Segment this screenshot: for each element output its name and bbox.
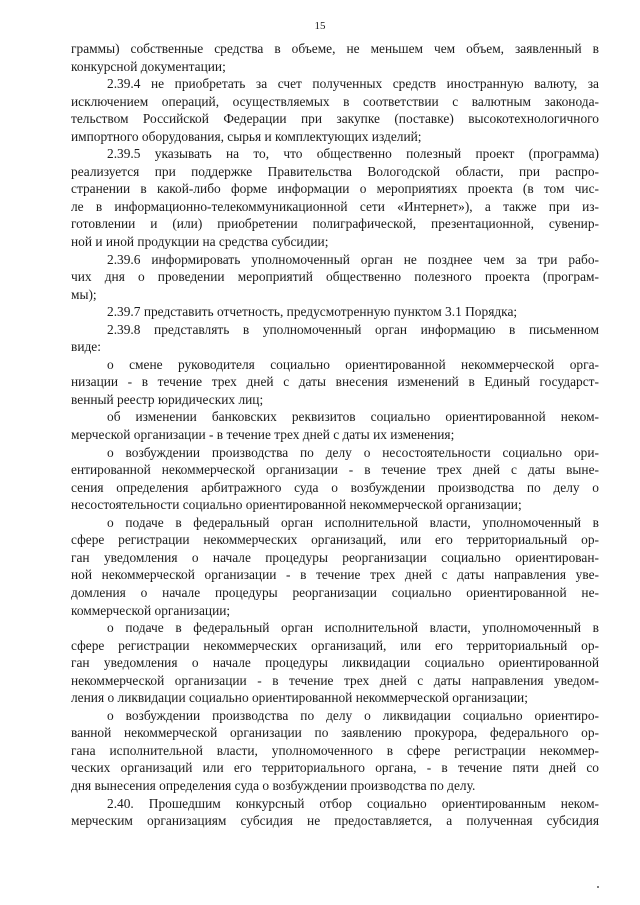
text-line: несостоятельности социально ориентированной некоммерческой организации; — [71, 497, 522, 513]
text-line: ческих организаций или его территориального органа, - в течение пяти дней со — [71, 760, 599, 776]
text-line: о смене руководителя социально ориентированной некоммерческой орга- — [107, 356, 599, 372]
text-line: о возбуждении производства по делу о несостоятельности социально ори- — [107, 444, 599, 460]
scan-speck — [597, 886, 599, 888]
text-line: 2.39.4 не приобретать за счет полученных средств иностранную валюту, за — [107, 76, 599, 92]
text-line: ентированной некоммерческой организации - в течение трех дней с даты выне- — [71, 462, 599, 478]
text-line: ванной некоммерческой организации по заявлению прокурора, федерального ор- — [71, 725, 599, 741]
text-line: о подаче в федеральный орган исполнительной власти, уполномоченный в — [107, 620, 599, 636]
text-line: о возбуждении производства по делу о ликвидации социально ориентиро- — [107, 707, 599, 723]
text-line: мерческим организациям субсидия не предоставляется, а полученная субсидия — [71, 813, 599, 829]
text-line: мы); — [71, 286, 97, 302]
text-line: конкурсной документации; — [71, 58, 226, 74]
text-line: ной некоммерческой организации - в течение трех дней с даты направления уве- — [71, 567, 599, 583]
text-line: дня вынесения определения суда о возбуждении производства по делу. — [71, 777, 476, 793]
text-line: тельством Российской Федерации при закупке (поставке) высокотехнологичного — [71, 111, 599, 127]
text-line: ган уведомления о начале процедуры ликвидации социально ориентированной — [71, 655, 599, 671]
text-line: граммы) собственные средства в объеме, не меньшем чем объем, заявленный в — [71, 41, 599, 56]
text-line: сфере регистрации некоммерческих организаций, или его территориальный ор- — [71, 532, 599, 548]
text-line: 2.39.6 информировать уполномоченный орган не позднее чем за три рабо- — [107, 251, 599, 267]
text-line: виде: — [71, 339, 101, 355]
text-line: странении в какой-либо форме информации о мероприятиях проекта (в том чис- — [71, 181, 599, 197]
text-line: исключением операций, осуществляемых в соответствии с валютным законода- — [71, 93, 599, 109]
text-line: низации - в течение трех дней с даты внесения изменений в Единый государст- — [71, 374, 599, 390]
text-line: о подаче в федеральный орган исполнительной власти, уполномоченный в — [107, 514, 599, 530]
text-line: домления о начале процедуры реорганизации социально ориентированной не- — [71, 584, 599, 600]
text-line: 2.40. Прошедшим конкурсный отбор социально ориентированным неком- — [107, 795, 599, 811]
text-line: сфере регистрации некоммерческих организаций, или его территориальный ор- — [71, 637, 599, 653]
text-line: ган уведомления о начале процедуры реорганизации социально ориентирован- — [71, 549, 599, 565]
page-number: 15 — [314, 20, 326, 32]
text-line: 2.39.5 указывать на то, что общественно полезный проект (программа) — [107, 146, 599, 162]
text-line: ления о ликвидации социально ориентированной некоммерческой организации; — [71, 690, 528, 706]
text-line: об изменении банковских реквизитов социально ориентированной неком- — [107, 409, 599, 425]
text-line: 2.39.8 представлять в уполномоченный орган информацию в письменном — [107, 321, 599, 337]
text-line: коммерческой организации; — [71, 602, 231, 618]
text-line: гана исполнительной власти, уполномоченного в сфере регистрации некоммер- — [71, 742, 599, 758]
text-line: реализуется при поддержке Правительства Вологодской области, при распро- — [71, 163, 599, 179]
text-line: готовлении и (или) приобретении полиграфической, презентационной, сувенир- — [71, 216, 599, 232]
body-text — [71, 40, 599, 830]
text-line: 2.39.7 представить отчетность, предусмотренную пунктом 3.1 Порядка; — [107, 304, 518, 320]
text-line: венный реестр юридических лиц; — [71, 391, 264, 407]
text-line: чих дня о проведении мероприятий общественно полезного проекта (програм- — [71, 269, 599, 285]
text-line: мерческой организации - в течение трех дней с даты их изменения; — [71, 427, 455, 443]
text-line: некоммерческой организации - в течение трех дней с даты направления уведом- — [71, 672, 599, 688]
text-line: ной и иной продукции на средства субсидии; — [71, 234, 329, 250]
text-line: импортного оборудования, сырья и комплектующих изделий; — [71, 128, 422, 144]
text-line: ле в информационно-телекоммуникационной сети «Интернет»), а также при из- — [71, 198, 599, 214]
text-line: сения определения арбитражного суда о возбуждении производства по делу о — [71, 479, 599, 495]
